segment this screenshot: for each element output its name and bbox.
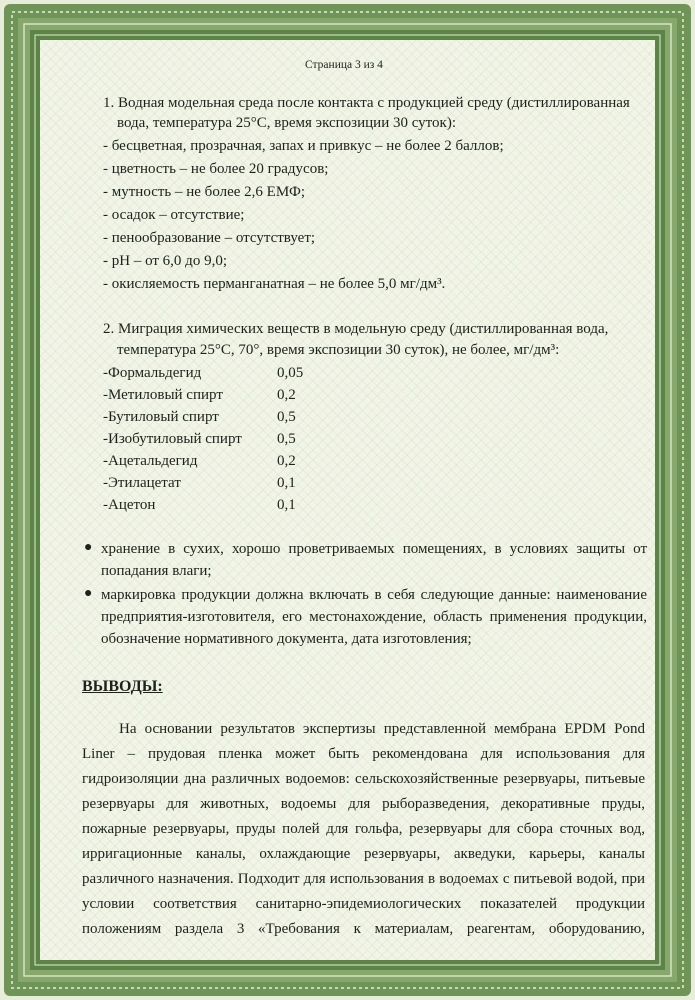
list-item: - окисляемость перманганатная – не более 5,0 мг/дм³. bbox=[103, 276, 446, 292]
migration-value: 0,5 bbox=[277, 431, 296, 447]
list-item: - цветность – не более 20 градусов; bbox=[103, 161, 329, 177]
conclusions-line: положениям раздела 3 «Требования к материалам, реагентам, оборудованию, bbox=[82, 921, 645, 937]
migration-value: 0,05 bbox=[277, 365, 304, 381]
conclusions-heading: ВЫВОДЫ: bbox=[82, 678, 163, 695]
list-item: - осадок – отсутствие; bbox=[103, 207, 245, 223]
conclusions-line: пожарные резервуары, пруды полей для гольфа, резервуары для сбора сточных вод, bbox=[82, 821, 645, 837]
conclusions-line: резервуары для животных, водоемы для рыборазведения, декоративные пруды, bbox=[82, 796, 645, 812]
conclusions-line: условии соответствия санитарно-эпидемиологических показателей продукции bbox=[82, 896, 645, 912]
bullet-marking-cont: предприятия-изготовителя, его местонахождение, область применения продукции, bbox=[101, 609, 647, 625]
migration-value: 0,2 bbox=[277, 387, 296, 403]
migration-value: 0,5 bbox=[277, 409, 296, 425]
conclusions-line: гидроизоляции дна различных водоемов: сельскохозяйственные резервуары, питьевые bbox=[82, 771, 645, 787]
migration-name: -Метиловый спирт bbox=[103, 387, 223, 403]
bullet-storage: хранение в сухих, хорошо проветриваемых помещениях, в условиях защиты от bbox=[101, 541, 647, 557]
section1-title-cont: вода, температура 25°С, время экспозиции 30 суток): bbox=[117, 115, 456, 131]
migration-name: -Изобутиловый спирт bbox=[103, 431, 242, 447]
migration-value: 0,2 bbox=[277, 453, 296, 469]
bullet-marking: маркировка продукции должна включать в себя следующие данные: наименование bbox=[101, 587, 647, 603]
migration-name: -Ацетальдегид bbox=[103, 453, 198, 469]
section1-title: 1. Водная модельная среда после контакта с продукцией среду (дистиллированная bbox=[103, 95, 630, 111]
migration-value: 0,1 bbox=[277, 497, 296, 513]
list-item: - мутность – не более 2,6 ЕМФ; bbox=[103, 184, 305, 200]
list-item: - pH – от 6,0 до 9,0; bbox=[103, 253, 227, 269]
bullet-marking-cont: обозначение нормативного документа, дата изготовления; bbox=[101, 631, 472, 647]
conclusions-line: ирригационные каналы, охлаждающие резервуары, акведуки, карьеры, каналы bbox=[82, 846, 645, 862]
bullet-dot-icon: ● bbox=[84, 540, 93, 555]
section2-title: 2. Миграция химических веществ в модельную среду (дистиллированная вода, bbox=[103, 321, 609, 337]
conclusions-line: Liner – прудовая пленка может быть рекомендована для использования для bbox=[82, 746, 645, 762]
conclusions-line: На основании результатов экспертизы представленной мембрана EPDM Pond bbox=[119, 721, 645, 737]
migration-name: -Ацетон bbox=[103, 497, 156, 513]
migration-value: 0,1 bbox=[277, 475, 296, 491]
migration-name: -Бутиловый спирт bbox=[103, 409, 219, 425]
list-item: - пенообразование – отсутствует; bbox=[103, 230, 316, 246]
page-number-label: Страница 3 из 4 bbox=[305, 59, 383, 71]
bullet-storage-cont: попадания влаги; bbox=[101, 563, 212, 579]
conclusions-line: различного назначения. Подходит для использования в водоемах с питьевой водой, при bbox=[82, 871, 645, 887]
bullet-dot-icon: ● bbox=[84, 586, 93, 601]
migration-name: -Этилацетат bbox=[103, 475, 181, 491]
list-item: - бесцветная, прозрачная, запах и привкус – не более 2 баллов; bbox=[103, 138, 504, 154]
section2-title-cont: температура 25°С, 70°, время экспозиции 30 суток), не более, мг/дм³: bbox=[117, 342, 560, 358]
migration-name: -Формальдегид bbox=[103, 365, 202, 381]
